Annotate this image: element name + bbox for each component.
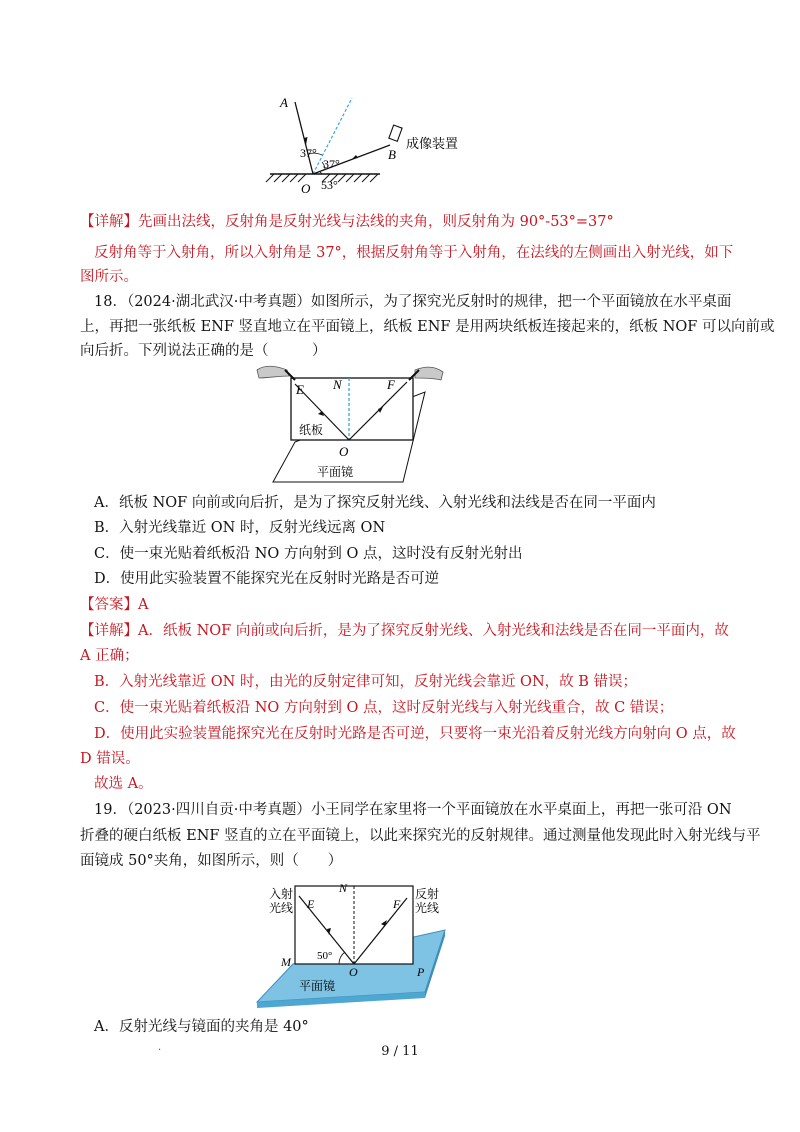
q19-stem-line1 <box>94 801 734 819</box>
device-label: 成像装置 <box>406 137 459 152</box>
q18-detail-line3: B．入射光线靠近 ON 时，由光的反射定律可知，反射光线会靠近 ON，故 B 错误； <box>94 674 638 690</box>
question-source: （2024·湖北武汉·中考真题） <box>126 294 311 310</box>
q18-detail-line2: A 正确； <box>80 648 139 664</box>
q18-option-c: C．使一束光贴着纸板沿 NO 方向射到 O 点，这时没有反射光射出 <box>94 546 523 562</box>
question-number: 18． <box>94 294 127 310</box>
question-number: 19． <box>94 802 127 818</box>
detail-text: A．纸板 NOF 向前或向后折，是为了探究反射光线、入射光线和法线是否在同一平面内，故 <box>138 623 729 639</box>
q18-option-d: D．使用此实验装置不能探究光在反射时光路是否可逆 <box>94 571 440 587</box>
question-source: （2023·四川自贡·中考真题） <box>126 802 311 818</box>
label-m: M <box>281 955 291 969</box>
fig1-reflection-diagram <box>262 92 482 198</box>
q19-option-a: A．反射光线与镜面的夹角是 40° <box>94 1019 309 1035</box>
q18-detail-line4: C．使一束光贴着纸板沿 NO 方向射到 O 点，这时反射光线与入射光线重合，故 C 错误； <box>94 700 674 716</box>
page-number: 9 / 11 <box>381 1044 419 1059</box>
q17-detail-line2: 反射角等于入射角，所以入射角是 37°，根据反射角等于入射角，在法线的左侧画出入射光线，如下 <box>94 245 734 261</box>
q19-figure <box>255 876 455 1012</box>
mirror-label: 平面镜 <box>317 465 354 479</box>
detail-tag: 【详解】 <box>80 214 138 230</box>
label-n: N <box>339 881 348 895</box>
label-n: N <box>333 377 342 392</box>
footer-dot: . <box>158 1042 162 1053</box>
label-p: P <box>417 965 425 979</box>
q18-option-a: A．纸板 NOF 向前或向后折，是为了探究反射光线、入射光线和法线是否在同一平面内 <box>94 495 656 511</box>
point-b-label: B <box>388 147 396 162</box>
answer-tag: 【答案】 <box>80 597 138 613</box>
q18-stem-line2: 上，再把一张纸板 ENF 竖直地立在平面镜上，纸板 ENF 是用两块纸板连接起来的，纸板 NOF 可以向前或 <box>80 319 775 335</box>
angle-label-1: 37° <box>300 146 317 160</box>
detail-tag: 【详解】 <box>80 623 138 639</box>
mirror-label: 平面镜 <box>299 979 336 993</box>
angle-label-2: 37° <box>323 157 340 171</box>
q18-option-b: B．入射光线靠近 ON 时，反射光线远离 ON <box>94 520 386 536</box>
q18-answer <box>80 596 720 614</box>
q18-stem-line1 <box>94 293 734 311</box>
q18-stem-line3: 向后折。下列说法正确的是（ ） <box>80 343 327 359</box>
q19-stem-line2: 折叠的硬白纸板 ENF 竖直的立在平面镜上，以此来探究光的反射规律。通过测量他发现此时入射光线与平 <box>80 828 761 844</box>
detail-text: 先画出法线，反射角是反射光线与法线的夹角，则反射角为 90°-53°=37° <box>138 214 614 230</box>
point-a-label: A <box>280 95 288 110</box>
q18-detail-line5: D．使用此实验装置能探究光在反射时光路是否可逆，只要将一束光沿着反射光线方向射向 O 点，故 <box>94 726 736 742</box>
q18-detail-line1 <box>80 622 729 640</box>
stem-text: 小王同学在家里将一个平面镜放在水平桌面上，再把一张可沿 ON <box>310 802 732 818</box>
board-label: 纸板 <box>299 423 324 437</box>
q17-detail-line3: 图所示。 <box>80 269 138 285</box>
point-o-label: O <box>301 181 311 196</box>
label-e: E <box>296 382 304 397</box>
q17-detail-line1 <box>80 213 720 231</box>
incident-label: 入射光线 <box>269 887 294 915</box>
q18-detail-line7: 故选 A。 <box>94 776 153 792</box>
label-f: F <box>393 897 401 911</box>
angle-label-3: 53° <box>321 178 338 192</box>
label-o: O <box>349 965 358 979</box>
reflected-label: 反射光线 <box>415 887 440 915</box>
q18-detail-line6: D 错误。 <box>80 751 140 767</box>
label-f: F <box>387 377 395 392</box>
label-e: E <box>307 897 315 911</box>
q19-stem-line3: 面镜成 50°夹角，如图所示，则（ ） <box>80 853 343 869</box>
stem-text: 如图所示，为了探究光反射时的规律，把一个平面镜放在水平桌面 <box>310 294 732 310</box>
answer-value: A <box>138 597 149 613</box>
angle-label: 50° <box>317 950 333 962</box>
q18-figure <box>255 364 445 489</box>
label-o: O <box>339 444 349 459</box>
